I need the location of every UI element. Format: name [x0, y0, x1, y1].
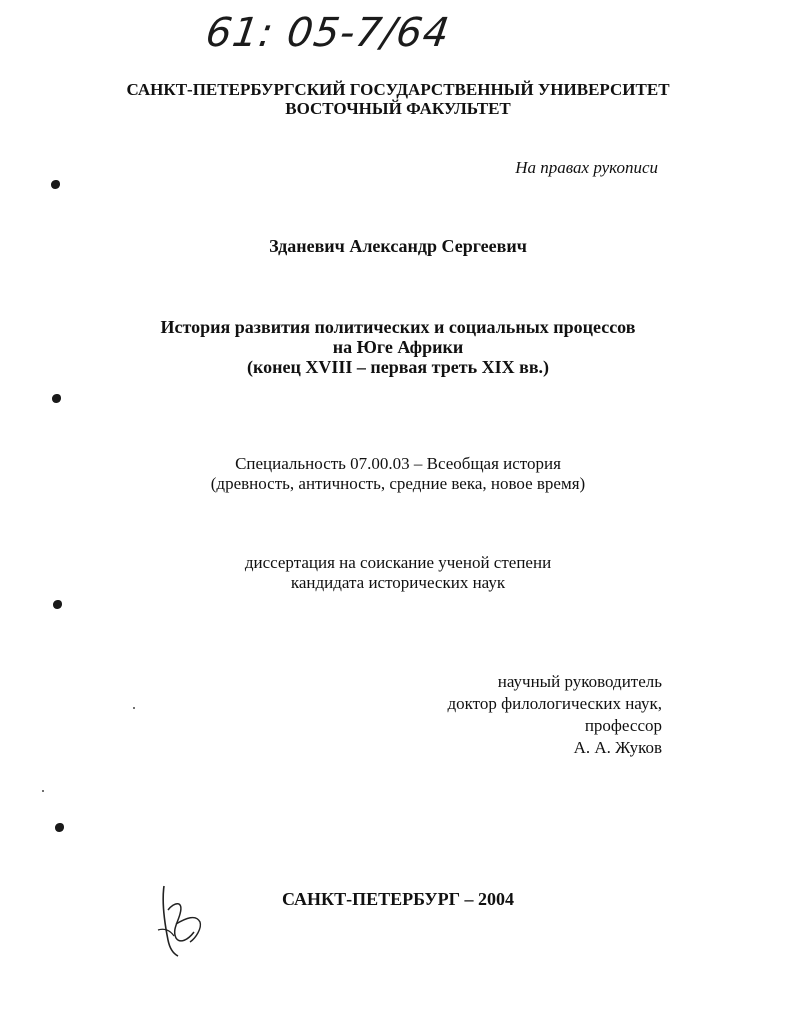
supervisor-degree: доктор филологических наук, [447, 694, 662, 713]
supervisor-role: научный руководитель [497, 672, 662, 691]
scan-speck [133, 707, 135, 709]
specialty-line-1: Специальность 07.00.03 – Всеобщая история [235, 454, 561, 473]
supervisor-block [447, 671, 662, 759]
dissertation-title-line-3: (конец XVIII – первая треть XIX вв.) [246, 357, 550, 377]
dissertation-title-line-1: История развития политических и социальных процессов [160, 317, 636, 337]
university-name: САНКТ-ПЕТЕРБУРГСКИЙ ГОСУДАРСТВЕННЫЙ УНИВЕРСИТЕТ [126, 80, 670, 99]
archive-code-handwritten: 61: 05-7/64 [203, 10, 453, 56]
faculty-name: ВОСТОЧНЫЙ ФАКУЛЬТЕТ [285, 99, 511, 118]
degree-line-1: диссертация на соискание ученой степени [244, 553, 552, 572]
specialty-line-2: (древность, античность, средние века, новое время) [210, 474, 586, 493]
scan-dot [55, 823, 64, 832]
degree-line-2: кандидата исторических наук [290, 573, 506, 592]
author-name: Зданевич Александр Сергеевич [269, 236, 527, 256]
supervisor-rank: профессор [584, 716, 662, 735]
supervisor-name: А. А. Жуков [573, 738, 662, 757]
scan-speck [42, 790, 44, 792]
scan-dot [53, 600, 62, 609]
scan-dot [52, 394, 61, 403]
dissertation-title-line-2: на Юге Африки [332, 337, 464, 357]
city-year: САНКТ-ПЕТЕРБУРГ – 2004 [281, 889, 515, 909]
scan-dot [51, 180, 60, 189]
manuscript-note: На правах рукописи [515, 158, 658, 177]
signature-mark [150, 880, 220, 960]
